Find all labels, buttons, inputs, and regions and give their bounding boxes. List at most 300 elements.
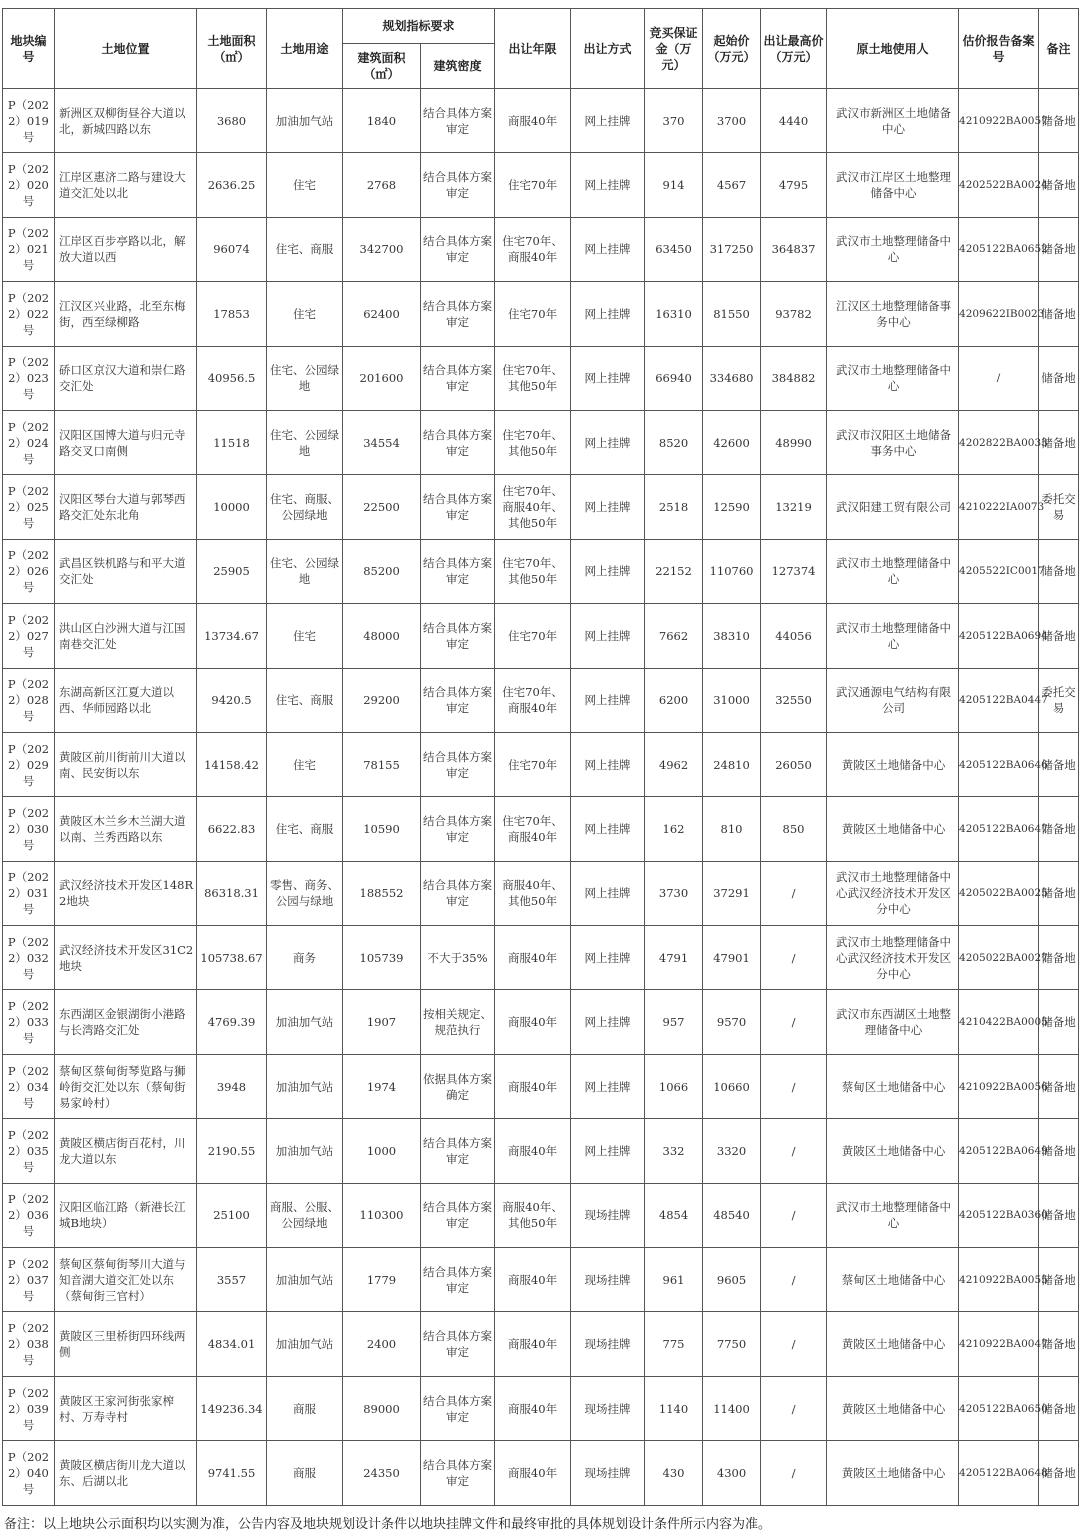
cell-deposit: 961 xyxy=(645,1248,703,1312)
header-id: 地块编号 xyxy=(3,9,55,89)
cell-method: 网上挂牌 xyxy=(571,732,645,796)
cell-build-area: 48000 xyxy=(343,604,421,668)
cell-location: 江岸区惠济二路与建设大道交汇处以北 xyxy=(55,153,197,217)
table-row xyxy=(3,1376,1079,1440)
cell-term: 住宅70年 xyxy=(495,732,571,796)
cell-method: 网上挂牌 xyxy=(571,668,645,732)
cell-deposit: 7662 xyxy=(645,604,703,668)
cell-remark: 储备地 xyxy=(1039,89,1079,153)
cell-location: 东西湖区金银湖街小港路与长湾路交汇处 xyxy=(55,990,197,1054)
cell-use: 加油加气站 xyxy=(267,1054,343,1118)
cell-build-area: 188552 xyxy=(343,861,421,925)
cell-max-price: 4440 xyxy=(761,89,827,153)
cell-id: P（2022）028号 xyxy=(3,668,55,732)
cell-remark: 储备地 xyxy=(1039,861,1079,925)
cell-max-price: / xyxy=(761,1441,827,1505)
cell-build-area: 201600 xyxy=(343,346,421,410)
cell-deposit: 22152 xyxy=(645,539,703,603)
land-listing-table-container xyxy=(0,8,1080,1506)
cell-start-price: 81550 xyxy=(703,282,761,346)
cell-appraisal-no: 4210922BA0056 xyxy=(959,1054,1039,1118)
cell-id: P（2022）022号 xyxy=(3,282,55,346)
cell-use: 住宅、商服 xyxy=(267,668,343,732)
cell-remark: 储备地 xyxy=(1039,1312,1079,1376)
table-row xyxy=(3,1441,1079,1505)
cell-remark: 储备地 xyxy=(1039,990,1079,1054)
cell-area: 40956.5 xyxy=(197,346,267,410)
cell-term: 住宅70年 xyxy=(495,153,571,217)
cell-deposit: 957 xyxy=(645,990,703,1054)
table-row xyxy=(3,1248,1079,1312)
cell-deposit: 8520 xyxy=(645,410,703,474)
cell-use: 商务 xyxy=(267,926,343,990)
cell-method: 网上挂牌 xyxy=(571,926,645,990)
cell-location: 蔡甸区蔡甸街琴览路与狮岭街交汇处以东（蔡甸街易家岭村） xyxy=(55,1054,197,1118)
cell-max-price: 93782 xyxy=(761,282,827,346)
cell-appraisal-no: 4205122BA0360 xyxy=(959,1183,1039,1247)
table-row xyxy=(3,668,1079,732)
cell-use: 住宅 xyxy=(267,732,343,796)
cell-original-user: 武汉市东西湖区土地整理储备中心 xyxy=(827,990,959,1054)
cell-deposit: 914 xyxy=(645,153,703,217)
header-original-user: 原土地使用人 xyxy=(827,9,959,89)
cell-location: 蔡甸区蔡甸街琴川大道与知音湖大道交汇处以东（蔡甸街三官村） xyxy=(55,1248,197,1312)
cell-build-area: 62400 xyxy=(343,282,421,346)
cell-location: 武汉经济技术开发区31C2地块 xyxy=(55,926,197,990)
cell-build-area: 24350 xyxy=(343,1441,421,1505)
cell-density: 结合具体方案审定 xyxy=(421,1183,495,1247)
cell-start-price: 11400 xyxy=(703,1376,761,1440)
table-row xyxy=(3,797,1079,861)
cell-remark: 委托交易 xyxy=(1039,668,1079,732)
cell-term: 商服40年、其他50年 xyxy=(495,861,571,925)
table-row xyxy=(3,89,1079,153)
cell-max-price: / xyxy=(761,1312,827,1376)
cell-original-user: 武汉市土地整理储备中心 xyxy=(827,1183,959,1247)
cell-density: 结合具体方案审定 xyxy=(421,539,495,603)
cell-max-price: 26050 xyxy=(761,732,827,796)
cell-deposit: 775 xyxy=(645,1312,703,1376)
cell-location: 汉阳区临江路（新港长江城B地块） xyxy=(55,1183,197,1247)
cell-remark: 储备地 xyxy=(1039,604,1079,668)
cell-id: P（2022）021号 xyxy=(3,217,55,281)
header-area: 土地面积（㎡） xyxy=(197,9,267,89)
table-row xyxy=(3,1183,1079,1247)
cell-method: 网上挂牌 xyxy=(571,217,645,281)
table-row xyxy=(3,861,1079,925)
cell-term: 住宅70年、商服40年、其他50年 xyxy=(495,475,571,539)
cell-method: 网上挂牌 xyxy=(571,89,645,153)
cell-id: P（2022）024号 xyxy=(3,410,55,474)
cell-term: 商服40年 xyxy=(495,1312,571,1376)
cell-build-area: 78155 xyxy=(343,732,421,796)
cell-density: 结合具体方案审定 xyxy=(421,1376,495,1440)
cell-max-price: / xyxy=(761,926,827,990)
cell-method: 网上挂牌 xyxy=(571,604,645,668)
cell-start-price: 810 xyxy=(703,797,761,861)
cell-max-price: / xyxy=(761,1054,827,1118)
cell-original-user: 黄陂区土地储备中心 xyxy=(827,732,959,796)
table-row xyxy=(3,1312,1079,1376)
cell-max-price: / xyxy=(761,1248,827,1312)
cell-location: 东湖高新区江夏大道以西、华师园路以北 xyxy=(55,668,197,732)
cell-original-user: 黄陂区土地储备中心 xyxy=(827,797,959,861)
cell-area: 3680 xyxy=(197,89,267,153)
cell-method: 网上挂牌 xyxy=(571,475,645,539)
table-row xyxy=(3,346,1079,410)
table-row xyxy=(3,217,1079,281)
cell-density: 结合具体方案审定 xyxy=(421,797,495,861)
cell-build-area: 1840 xyxy=(343,89,421,153)
header-remark: 备注 xyxy=(1039,9,1079,89)
cell-use: 零售、商务、公园与绿地 xyxy=(267,861,343,925)
cell-appraisal-no: 4210922BA0047 xyxy=(959,1312,1039,1376)
cell-max-price: / xyxy=(761,990,827,1054)
cell-density: 结合具体方案审定 xyxy=(421,1248,495,1312)
cell-appraisal-no: 4205122BA0652 xyxy=(959,217,1039,281)
cell-original-user: 黄陂区土地储备中心 xyxy=(827,1119,959,1183)
cell-id: P（2022）030号 xyxy=(3,797,55,861)
cell-id: P（2022）029号 xyxy=(3,732,55,796)
cell-appraisal-no: 4205122BA0649 xyxy=(959,1119,1039,1183)
cell-id: P（2022）025号 xyxy=(3,475,55,539)
cell-start-price: 38310 xyxy=(703,604,761,668)
cell-appraisal-no: 4210222IA0073 xyxy=(959,475,1039,539)
cell-start-price: 10660 xyxy=(703,1054,761,1118)
cell-use: 住宅、商服 xyxy=(267,217,343,281)
cell-deposit: 4962 xyxy=(645,732,703,796)
cell-max-price: 44056 xyxy=(761,604,827,668)
cell-area: 3557 xyxy=(197,1248,267,1312)
cell-location: 江岸区百步亭路以北，解放大道以西 xyxy=(55,217,197,281)
cell-use: 住宅 xyxy=(267,282,343,346)
cell-original-user: 武汉市土地整理储备中心 xyxy=(827,346,959,410)
cell-term: 商服40年、其他50年 xyxy=(495,1183,571,1247)
cell-area: 2190.55 xyxy=(197,1119,267,1183)
cell-id: P（2022）033号 xyxy=(3,990,55,1054)
cell-location: 江汉区兴业路，北至东梅街，西至绿柳路 xyxy=(55,282,197,346)
cell-method: 现场挂牌 xyxy=(571,1312,645,1376)
cell-density: 结合具体方案审定 xyxy=(421,1441,495,1505)
cell-max-price: 850 xyxy=(761,797,827,861)
cell-area: 25905 xyxy=(197,539,267,603)
cell-original-user: 武汉市江岸区土地整理储备中心 xyxy=(827,153,959,217)
table-row xyxy=(3,410,1079,474)
cell-area: 9420.5 xyxy=(197,668,267,732)
cell-term: 住宅70年、商服40年 xyxy=(495,797,571,861)
cell-area: 11518 xyxy=(197,410,267,474)
cell-deposit: 370 xyxy=(645,89,703,153)
cell-appraisal-no: 4205122BA0650 xyxy=(959,1376,1039,1440)
cell-remark: 储备地 xyxy=(1039,410,1079,474)
header-build-area: 建筑面积（㎡） xyxy=(343,44,421,89)
table-row xyxy=(3,1119,1079,1183)
table-row xyxy=(3,990,1079,1054)
cell-remark: 储备地 xyxy=(1039,1183,1079,1247)
cell-original-user: 黄陂区土地储备中心 xyxy=(827,1441,959,1505)
cell-location: 武昌区铁机路与和平大道交汇处 xyxy=(55,539,197,603)
cell-max-price: 364837 xyxy=(761,217,827,281)
cell-density: 结合具体方案审定 xyxy=(421,1119,495,1183)
cell-deposit: 66940 xyxy=(645,346,703,410)
cell-appraisal-no: 4205122BA0447 xyxy=(959,668,1039,732)
table-body xyxy=(3,89,1079,1506)
cell-appraisal-no: 4205122BA0648 xyxy=(959,1441,1039,1505)
cell-max-price: / xyxy=(761,1376,827,1440)
cell-start-price: 110760 xyxy=(703,539,761,603)
cell-start-price: 4567 xyxy=(703,153,761,217)
header-density: 建筑密度 xyxy=(421,44,495,89)
cell-id: P（2022）034号 xyxy=(3,1054,55,1118)
cell-term: 商服40年 xyxy=(495,89,571,153)
cell-area: 86318.31 xyxy=(197,861,267,925)
cell-build-area: 1907 xyxy=(343,990,421,1054)
cell-max-price: 13219 xyxy=(761,475,827,539)
cell-use: 商服 xyxy=(267,1376,343,1440)
cell-remark: 储备地 xyxy=(1039,153,1079,217)
cell-density: 结合具体方案审定 xyxy=(421,153,495,217)
cell-original-user: 蔡甸区土地储备中心 xyxy=(827,1054,959,1118)
cell-term: 商服40年 xyxy=(495,1441,571,1505)
cell-density: 结合具体方案审定 xyxy=(421,282,495,346)
cell-area: 96074 xyxy=(197,217,267,281)
header-appraisal-no: 估价报告备案号 xyxy=(959,9,1039,89)
cell-build-area: 1000 xyxy=(343,1119,421,1183)
header-plan-group: 规划指标要求 xyxy=(343,9,495,44)
cell-id: P（2022）035号 xyxy=(3,1119,55,1183)
cell-location: 黄陂区三里桥街四环线两侧 xyxy=(55,1312,197,1376)
cell-build-area: 34554 xyxy=(343,410,421,474)
cell-max-price: / xyxy=(761,861,827,925)
cell-density: 结合具体方案审定 xyxy=(421,861,495,925)
cell-appraisal-no: 4205522IC0017 xyxy=(959,539,1039,603)
cell-remark: 储备地 xyxy=(1039,797,1079,861)
cell-original-user: 武汉市土地整理储备中心 xyxy=(827,539,959,603)
cell-remark: 储备地 xyxy=(1039,926,1079,990)
cell-deposit: 332 xyxy=(645,1119,703,1183)
cell-appraisal-no: 4209622IB0023 xyxy=(959,282,1039,346)
cell-original-user: 武汉市土地整理储备中心 xyxy=(827,217,959,281)
cell-method: 现场挂牌 xyxy=(571,1376,645,1440)
cell-id: P（2022）038号 xyxy=(3,1312,55,1376)
cell-term: 住宅70年、其他50年 xyxy=(495,410,571,474)
cell-deposit: 16310 xyxy=(645,282,703,346)
cell-density: 结合具体方案审定 xyxy=(421,732,495,796)
cell-use: 加油加气站 xyxy=(267,1248,343,1312)
cell-method: 网上挂牌 xyxy=(571,282,645,346)
cell-location: 黄陂区横店街百花村，川龙大道以东 xyxy=(55,1119,197,1183)
cell-build-area: 105739 xyxy=(343,926,421,990)
cell-area: 14158.42 xyxy=(197,732,267,796)
cell-remark: 储备地 xyxy=(1039,282,1079,346)
cell-deposit: 63450 xyxy=(645,217,703,281)
cell-area: 3948 xyxy=(197,1054,267,1118)
cell-term: 住宅70年 xyxy=(495,604,571,668)
cell-remark: 储备地 xyxy=(1039,1376,1079,1440)
cell-use: 住宅 xyxy=(267,604,343,668)
cell-density: 结合具体方案审定 xyxy=(421,89,495,153)
cell-build-area: 85200 xyxy=(343,539,421,603)
cell-use: 加油加气站 xyxy=(267,1119,343,1183)
cell-method: 网上挂牌 xyxy=(571,861,645,925)
cell-deposit: 4791 xyxy=(645,926,703,990)
cell-use: 商服 xyxy=(267,1441,343,1505)
cell-max-price: 48990 xyxy=(761,410,827,474)
cell-appraisal-no: 4210422BA0005 xyxy=(959,990,1039,1054)
cell-method: 网上挂牌 xyxy=(571,990,645,1054)
cell-term: 商服40年 xyxy=(495,1054,571,1118)
cell-density: 依据具体方案确定 xyxy=(421,1054,495,1118)
cell-term: 商服40年 xyxy=(495,926,571,990)
cell-appraisal-no: 4210922BA0055 xyxy=(959,1248,1039,1312)
cell-id: P（2022）026号 xyxy=(3,539,55,603)
cell-term: 商服40年 xyxy=(495,1376,571,1440)
cell-density: 结合具体方案审定 xyxy=(421,1312,495,1376)
cell-original-user: 江汉区土地整理储备事务中心 xyxy=(827,282,959,346)
cell-id: P（2022）019号 xyxy=(3,89,55,153)
cell-original-user: 黄陂区土地储备中心 xyxy=(827,1312,959,1376)
cell-build-area: 110300 xyxy=(343,1183,421,1247)
cell-build-area: 22500 xyxy=(343,475,421,539)
cell-build-area: 342700 xyxy=(343,217,421,281)
cell-density: 结合具体方案审定 xyxy=(421,668,495,732)
cell-density: 结合具体方案审定 xyxy=(421,410,495,474)
cell-area: 13734.67 xyxy=(197,604,267,668)
table-row xyxy=(3,732,1079,796)
cell-use: 加油加气站 xyxy=(267,1312,343,1376)
cell-remark: 储备地 xyxy=(1039,539,1079,603)
cell-id: P（2022）023号 xyxy=(3,346,55,410)
cell-method: 网上挂牌 xyxy=(571,153,645,217)
cell-start-price: 317250 xyxy=(703,217,761,281)
cell-max-price: 384882 xyxy=(761,346,827,410)
table-row xyxy=(3,475,1079,539)
cell-max-price: 32550 xyxy=(761,668,827,732)
cell-remark: 储备地 xyxy=(1039,346,1079,410)
cell-deposit: 2518 xyxy=(645,475,703,539)
cell-method: 网上挂牌 xyxy=(571,539,645,603)
cell-density: 按相关规定、规范执行 xyxy=(421,990,495,1054)
cell-original-user: 黄陂区土地储备中心 xyxy=(827,1376,959,1440)
cell-appraisal-no: 4202522BA0024 xyxy=(959,153,1039,217)
cell-use: 住宅、商服 xyxy=(267,797,343,861)
header-location: 土地位置 xyxy=(55,9,197,89)
cell-deposit: 1066 xyxy=(645,1054,703,1118)
cell-id: P（2022）032号 xyxy=(3,926,55,990)
cell-max-price: / xyxy=(761,1183,827,1247)
cell-deposit: 162 xyxy=(645,797,703,861)
cell-original-user: 武汉通源电气结构有限公司 xyxy=(827,668,959,732)
cell-term: 住宅70年、商服40年 xyxy=(495,668,571,732)
cell-area: 105738.67 xyxy=(197,926,267,990)
cell-remark: 储备地 xyxy=(1039,1248,1079,1312)
cell-area: 10000 xyxy=(197,475,267,539)
cell-start-price: 31000 xyxy=(703,668,761,732)
cell-start-price: 12590 xyxy=(703,475,761,539)
cell-original-user: 武汉市汉阳区土地储备事务中心 xyxy=(827,410,959,474)
cell-method: 网上挂牌 xyxy=(571,797,645,861)
cell-area: 9741.55 xyxy=(197,1441,267,1505)
cell-location: 汉阳区国博大道与归元寺路交叉口南侧 xyxy=(55,410,197,474)
cell-appraisal-no: 4202822BA0033 xyxy=(959,410,1039,474)
cell-density: 结合具体方案审定 xyxy=(421,217,495,281)
cell-start-price: 7750 xyxy=(703,1312,761,1376)
cell-area: 4834.01 xyxy=(197,1312,267,1376)
cell-start-price: 3700 xyxy=(703,89,761,153)
cell-density: 不大于35% xyxy=(421,926,495,990)
cell-density: 结合具体方案审定 xyxy=(421,604,495,668)
cell-location: 汉阳区琴台大道与郭琴西路交汇处东北角 xyxy=(55,475,197,539)
cell-build-area: 1779 xyxy=(343,1248,421,1312)
cell-use: 住宅、公园绿地 xyxy=(267,539,343,603)
header-method: 出让方式 xyxy=(571,9,645,89)
cell-start-price: 9605 xyxy=(703,1248,761,1312)
cell-area: 2636.25 xyxy=(197,153,267,217)
cell-original-user: 蔡甸区土地储备中心 xyxy=(827,1248,959,1312)
cell-term: 住宅70年、其他50年 xyxy=(495,346,571,410)
cell-term: 商服40年 xyxy=(495,1248,571,1312)
table-header-row xyxy=(3,9,1079,44)
cell-original-user: 武汉市新洲区土地储备中心 xyxy=(827,89,959,153)
header-deposit: 竞买保证金（万元） xyxy=(645,9,703,89)
header-max-price: 出让最高价（万元） xyxy=(761,9,827,89)
header-term: 出让年限 xyxy=(495,9,571,89)
cell-remark: 委托交易 xyxy=(1039,475,1079,539)
cell-deposit: 4854 xyxy=(645,1183,703,1247)
cell-method: 网上挂牌 xyxy=(571,1119,645,1183)
cell-start-price: 4300 xyxy=(703,1441,761,1505)
cell-location: 硚口区京汉大道和崇仁路交汇处 xyxy=(55,346,197,410)
table-row xyxy=(3,1054,1079,1118)
cell-use: 加油加气站 xyxy=(267,89,343,153)
cell-method: 网上挂牌 xyxy=(571,1054,645,1118)
cell-appraisal-no: / xyxy=(959,346,1039,410)
cell-build-area: 89000 xyxy=(343,1376,421,1440)
cell-start-price: 37291 xyxy=(703,861,761,925)
cell-location: 武汉经济技术开发区148R2地块 xyxy=(55,861,197,925)
cell-area: 17853 xyxy=(197,282,267,346)
cell-use: 住宅、公园绿地 xyxy=(267,410,343,474)
land-listing-table xyxy=(2,8,1079,1506)
cell-density: 结合具体方案审定 xyxy=(421,346,495,410)
cell-remark: 储备地 xyxy=(1039,1441,1079,1505)
cell-use: 商服、公服、公园绿地 xyxy=(267,1183,343,1247)
cell-start-price: 334680 xyxy=(703,346,761,410)
table-row xyxy=(3,539,1079,603)
cell-original-user: 武汉阳建工贸有限公司 xyxy=(827,475,959,539)
cell-area: 4769.39 xyxy=(197,990,267,1054)
table-row xyxy=(3,282,1079,346)
cell-id: P（2022）036号 xyxy=(3,1183,55,1247)
cell-start-price: 9570 xyxy=(703,990,761,1054)
cell-appraisal-no: 4205122BA0647 xyxy=(959,797,1039,861)
cell-area: 149236.34 xyxy=(197,1376,267,1440)
cell-max-price: 127374 xyxy=(761,539,827,603)
footnote: 备注：以上地块公示面积均以实测为准，公告内容及地块规划设计条件以地块挂牌文件和最终审批的具体规划设计条件所示内容为准。 xyxy=(4,1517,772,1532)
cell-appraisal-no: 4205022BA0025 xyxy=(959,861,1039,925)
cell-method: 网上挂牌 xyxy=(571,410,645,474)
cell-id: P（2022）020号 xyxy=(3,153,55,217)
cell-original-user: 武汉市土地整理储备中心 xyxy=(827,604,959,668)
header-use: 土地用途 xyxy=(267,9,343,89)
cell-area: 25100 xyxy=(197,1183,267,1247)
cell-id: P（2022）039号 xyxy=(3,1376,55,1440)
cell-deposit: 1140 xyxy=(645,1376,703,1440)
cell-location: 黄陂区横店街川龙大道以东、后湖以北 xyxy=(55,1441,197,1505)
cell-term: 商服40年 xyxy=(495,990,571,1054)
cell-term: 商服40年 xyxy=(495,1119,571,1183)
cell-use: 住宅、商服、公园绿地 xyxy=(267,475,343,539)
